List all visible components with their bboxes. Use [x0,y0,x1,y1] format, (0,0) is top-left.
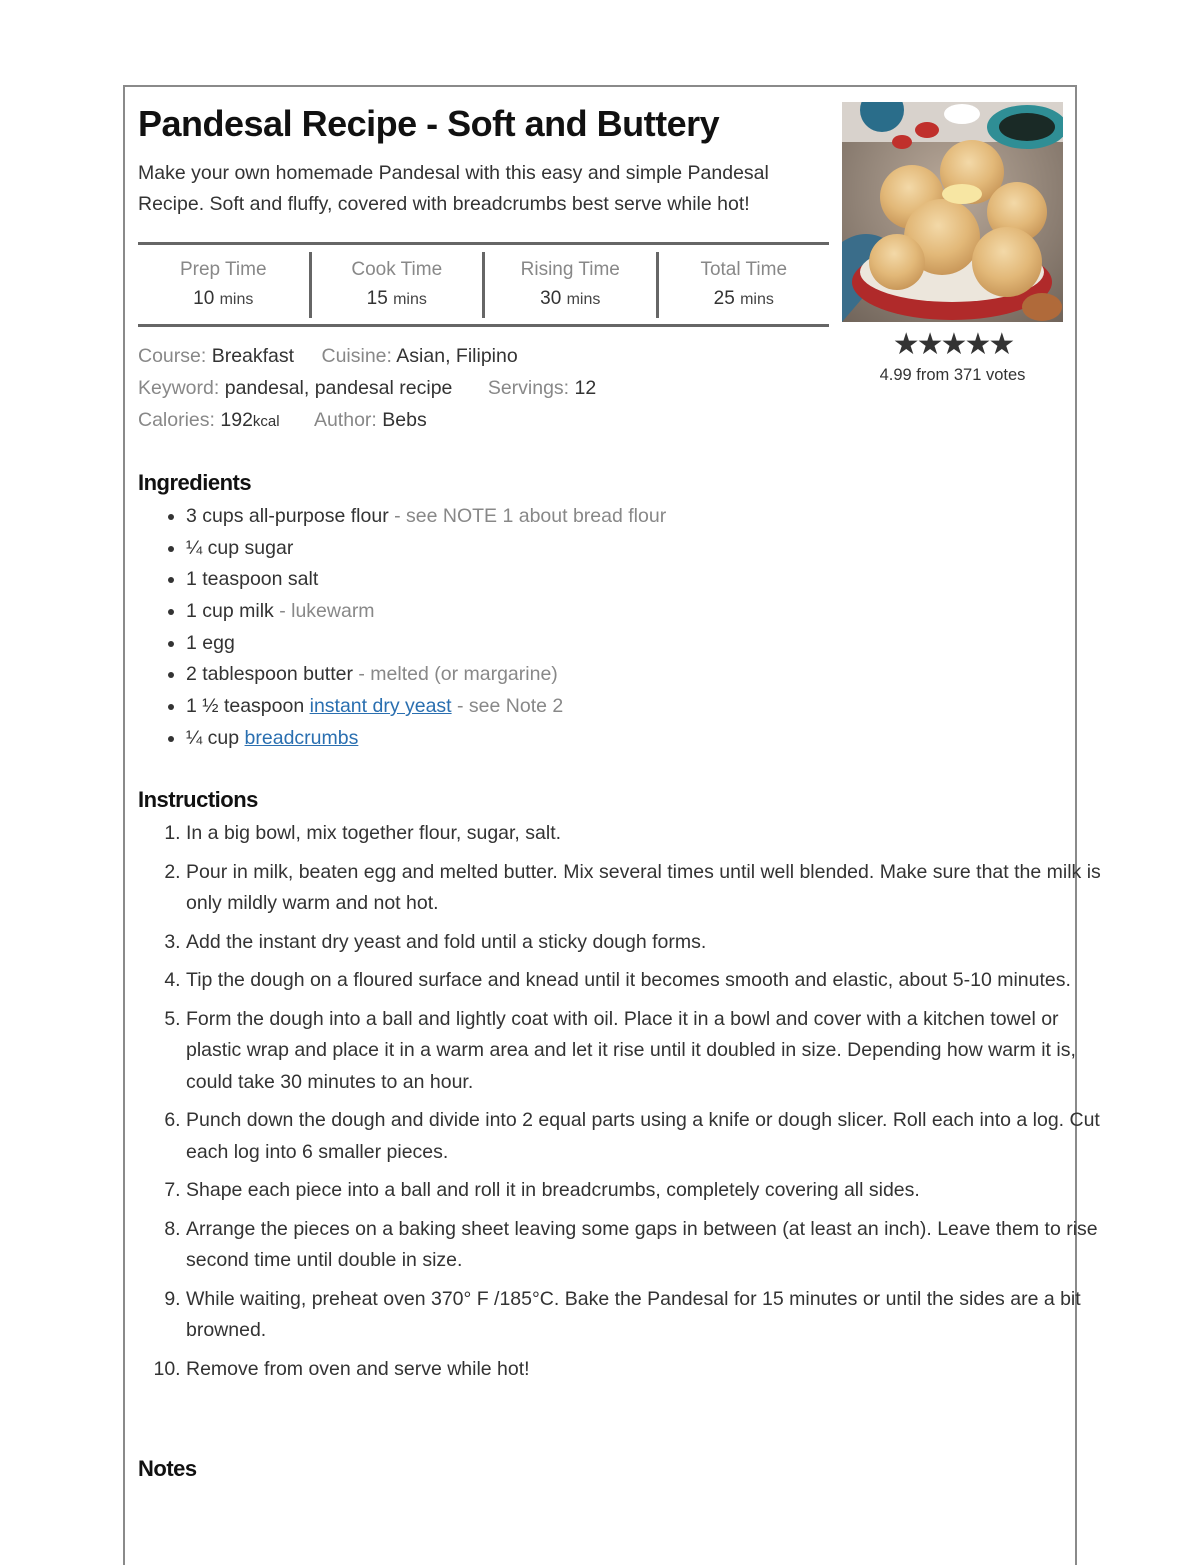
instruction-step: 10. Remove from oven and serve while hot! [186,1354,1116,1386]
prep-time-unit: mins [219,291,254,308]
servings-value: 12 [574,377,597,399]
ingredient-item: • 3 cups all-purpose flour - see NOTE 1 about bread flour [186,501,1086,533]
cook-time-value: 15 [366,288,388,309]
instruction-step: 4. Tip the dough on a floured surface and knead until it becomes smooth and elastic, about 5-10 minutes. [186,965,1116,997]
cook-time-label: Cook Time [351,259,443,280]
instruction-step: 1. In a big bowl, mix together flour, sugar, salt. [186,818,1116,850]
star-icon[interactable]: ★ [964,328,989,361]
calories-label: Calories: [138,409,215,431]
recipe-summary: Make your own homemade Pandesal with this easy and simple Pandesal Recipe. Soft and fluffy, covered with breadcrumbs best serve while hot! [138,162,769,215]
instructions-heading: Instructions [138,787,258,812]
ingredient-item: • 1 ½ teaspoon instant dry yeast - see Note 2 [186,691,1086,723]
recipe-photo [842,102,1063,322]
keyword-value: pandesal, pandesal recipe [224,377,453,399]
calories-unit: kcal [252,413,280,430]
instruction-step: 3. Add the instant dry yeast and fold until a sticky dough forms. [186,927,1116,959]
keyword [138,377,452,399]
author-value: Bebs [382,409,427,431]
cuisine-value: Asian, Filipino [396,345,518,367]
instruction-step: 9. While waiting, preheat oven 370° F /185°C. Bake the Pandesal for 15 minutes or until the sides are a bit browned. [186,1284,1116,1347]
recipe-times [138,242,829,327]
total-time-label: Total Time [700,259,788,280]
course-value: Breakfast [211,345,295,367]
cook-time-unit: mins [393,291,427,308]
rating-text: 4.99 from 371 votes [879,366,1026,384]
ingredient-item: • ¼ cup sugar [186,533,1086,565]
pandesal-photo-image [842,102,1063,322]
total-time [656,252,830,318]
ingredients-heading: Ingredients [138,470,252,495]
instruction-step: 8. Arrange the pieces on a baking sheet leaving some gaps in between (at least an inch). Leave them to rise second time until double in size. [186,1214,1116,1277]
recipe-meta [138,340,828,438]
total-time-value: 25 [713,288,735,309]
instant-dry-yeast-link[interactable]: instant dry yeast [309,695,452,718]
ingredient-item: • 1 cup milk - lukewarm [186,596,1086,628]
rising-time [482,252,656,318]
instruction-step: 6. Punch down the dough and divide into 2 equal parts using a knife or dough slicer. Roll each into a log. Cut each log into 6 smaller pieces. [186,1105,1116,1168]
calories [138,409,280,431]
star-icon[interactable]: ★ [988,328,1013,361]
calories-value: 192 [220,409,253,431]
ingredient-item: • 1 teaspoon salt [186,564,1086,596]
prep-time-label: Prep Time [179,259,267,280]
rising-time-value: 30 [540,288,562,309]
cook-time [309,252,483,318]
prep-time-value: 10 [193,288,215,309]
servings [488,377,596,399]
ingredients-list [138,501,1086,755]
keyword-label: Keyword: [138,377,220,399]
star-icon[interactable]: ★ [916,328,941,361]
recipe-title: Pandesal Recipe - Soft and Buttery [138,103,720,144]
instruction-step: 7. Shape each piece into a ball and roll it in breadcrumbs, completely covering all sides. [186,1175,1116,1207]
instructions-list [138,818,1116,1392]
author [314,409,427,431]
course [138,345,294,367]
prep-time [138,252,309,318]
breadcrumbs-link[interactable]: breadcrumbs [244,726,359,749]
notes-heading: Notes [138,1456,197,1481]
rising-time-unit: mins [566,291,601,308]
ingredient-item: • 1 egg [186,628,1086,660]
servings-label: Servings: [487,377,570,399]
author-label: Author: [313,409,377,431]
star-icon[interactable]: ★ [892,328,917,361]
star-icon[interactable]: ★ [940,328,965,361]
instruction-step: 2. Pour in milk, beaten egg and melted butter. Mix several times until well blended. Make sure that the milk is only mildly warm and not hot. [186,857,1116,920]
course-label: Course: [138,345,207,367]
rising-time-label: Rising Time [520,259,620,280]
ingredient-item: • 2 tablespoon butter - melted (or margarine) [186,659,1086,691]
cuisine-label: Cuisine: [321,345,392,367]
rating-stars[interactable] [842,330,1063,360]
cuisine [322,345,518,367]
instruction-step: 5. Form the dough into a ball and lightly coat with oil. Place it in a bowl and cover with a kitchen towel or plastic wrap and place it in a warm area and let it rise until it doubled in size. Depending how warm it is, could take 30 minutes to an hour. [186,1004,1116,1099]
total-time-unit: mins [740,291,774,308]
ingredient-item: • ¼ cup breadcrumbs [186,723,1086,755]
